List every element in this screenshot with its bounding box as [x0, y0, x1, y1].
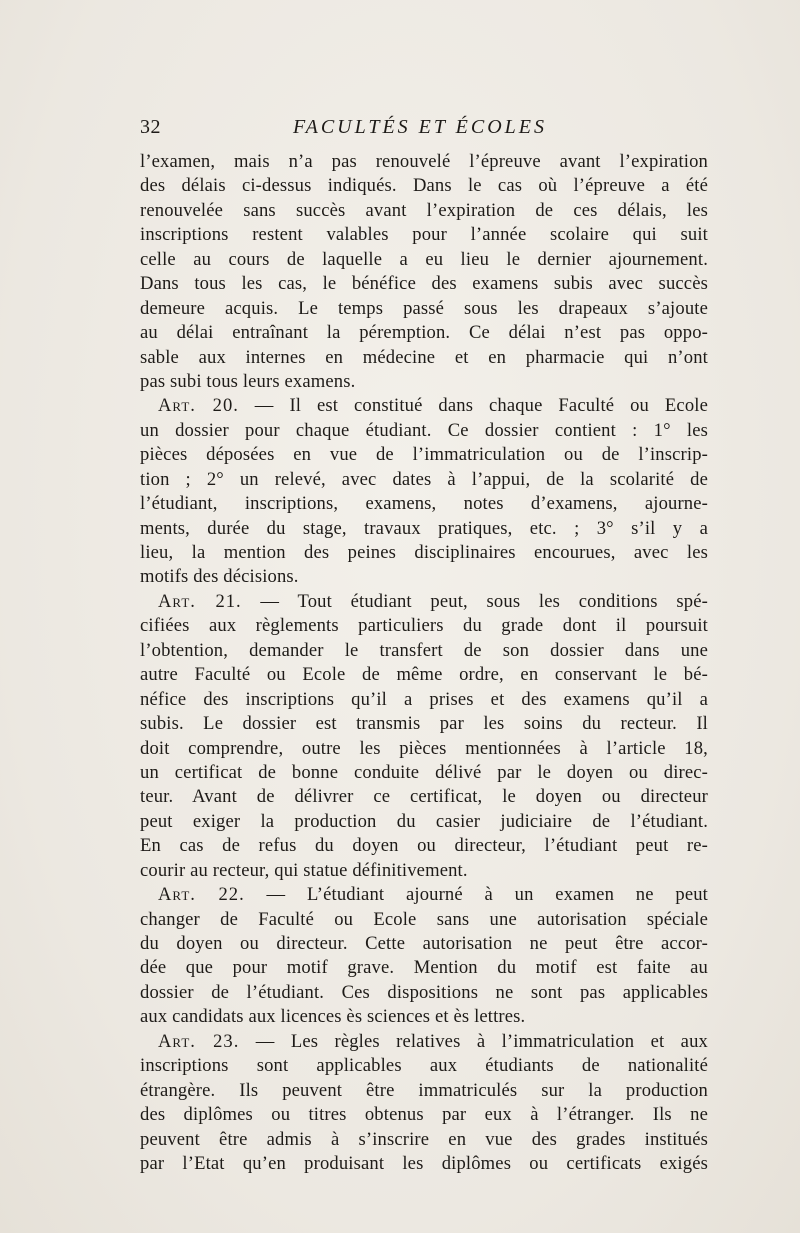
line-text: étrangère. Ils peuvent être immatriculés sur la production — [140, 1079, 708, 1101]
line-text: dée que pour motif grave. Mention du motif est faite au — [140, 957, 708, 979]
line-text: dossier de l’étudiant. Ces dispositions ne sont pas applicables — [140, 981, 708, 1003]
text-line — [140, 248, 708, 272]
text-line — [140, 492, 708, 516]
article-first-line — [140, 394, 708, 418]
text-line — [140, 663, 708, 687]
text-line — [140, 272, 708, 296]
article-first-line — [140, 590, 708, 614]
text-line — [140, 199, 708, 223]
line-text: pièces déposées en vue de l’immatriculation ou de l’inscrip- — [140, 444, 708, 466]
line-text: inscriptions restent valables pour l’année scolaire qui suit — [140, 224, 708, 246]
line-text: — Les règles relatives à l’immatriculation et aux — [239, 1030, 708, 1052]
article-number: Art. 21. — [158, 590, 242, 612]
line-text: aux candidats aux licences ès sciences et ès lettres. — [140, 1006, 526, 1028]
text-line — [140, 932, 708, 956]
text-line — [140, 859, 708, 883]
text-line — [140, 737, 708, 761]
line-text: par l’Etat qu’en produisant les diplômes ou certificats exigés — [140, 1152, 708, 1174]
line-text: un dossier pour chaque étudiant. Ce dossier contient : 1° les — [140, 419, 708, 441]
line-text: autre Faculté ou Ecole de même ordre, en conservant le bé- — [140, 664, 708, 686]
line-text: des diplômes ou titres obtenus par eux à l’étranger. Ils ne — [140, 1104, 708, 1126]
article-number: Art. 20. — [158, 395, 239, 417]
text-line — [140, 541, 708, 565]
line-text: Dans tous les cas, le bénéfice des examens subis avec succès — [140, 273, 708, 295]
text-line — [140, 688, 708, 712]
line-text: peuvent être admis à s’inscrire en vue des grades institués — [140, 1128, 708, 1150]
line-text: l’obtention, demander le transfert de son dossier dans une — [140, 639, 708, 661]
text-line — [140, 223, 708, 247]
article-number: Art. 22. — [158, 884, 245, 906]
text-line — [140, 297, 708, 321]
line-text: sable aux internes en médecine et en pharmacie qui n’ont — [140, 346, 708, 368]
line-text: En cas de refus du doyen ou directeur, l’étudiant peut re- — [140, 835, 708, 857]
text-line — [140, 1079, 708, 1103]
line-text: l’étudiant, inscriptions, examens, notes d’examens, ajourne- — [140, 493, 708, 515]
text-line — [140, 370, 708, 394]
text-line — [140, 419, 708, 443]
line-text: l’examen, mais n’a pas renouvelé l’épreuve avant l’expiration — [140, 151, 708, 172]
line-text: — Il est constitué dans chaque Faculté ou Ecole — [238, 395, 708, 417]
text-line — [140, 1152, 708, 1176]
line-text: ments, durée du stage, travaux pratiques, etc. ; 3° s’il y a — [140, 517, 708, 539]
line-text: peut exiger la production du casier judiciaire de l’étudiant. — [140, 810, 708, 832]
line-text: subis. Le dossier est transmis par les soins du recteur. Il — [140, 713, 708, 735]
running-head: FACULTÉS ET ÉCOLES — [292, 116, 548, 138]
line-text: tion ; 2° un relevé, avec dates à l’appui, de la scolarité de — [140, 468, 708, 490]
page-header — [140, 116, 700, 140]
line-text: lieu, la mention des peines disciplinaires encourues, avec les — [140, 542, 708, 563]
text-line — [140, 981, 708, 1005]
line-text: renouvelée sans succès avant l’expiration de ces délais, les — [140, 199, 708, 221]
text-line — [140, 1128, 708, 1152]
article-first-line — [140, 883, 708, 907]
line-text: inscriptions sont applicables aux étudiants de nationalité — [140, 1055, 708, 1077]
page-number: 32 — [140, 116, 161, 138]
line-text: cifiées aux règlements particuliers du grade dont il poursuit — [140, 615, 708, 637]
line-text: un certificat de bonne conduite délivé par le doyen ou direc- — [140, 761, 708, 783]
line-text: — Tout étudiant peut, sous les conditions spé- — [241, 590, 708, 612]
text-line — [140, 785, 708, 809]
text-line — [140, 810, 708, 834]
text-line — [140, 346, 708, 370]
text-line — [140, 761, 708, 785]
line-text: motifs des décisions. — [140, 566, 299, 588]
line-text: néfice des inscriptions qu’il a prises et des examens qu’il a — [140, 688, 708, 710]
text-line — [140, 1005, 708, 1029]
text-line — [140, 834, 708, 858]
body-text — [140, 150, 708, 1176]
line-text: demeure acquis. Le temps passé sous les drapeaux s’ajoute — [140, 297, 708, 319]
text-line — [140, 956, 708, 980]
text-line — [140, 614, 708, 638]
line-text: changer de Faculté ou Ecole sans une autorisation spéciale — [140, 908, 708, 930]
text-line — [140, 468, 708, 492]
line-text: celle au cours de laquelle a eu lieu le dernier ajournement. — [140, 248, 708, 270]
text-line — [140, 908, 708, 932]
line-text: doit comprendre, outre les pièces mentionnées à l’article 18, — [140, 737, 708, 759]
text-line — [140, 1103, 708, 1127]
text-line — [140, 517, 708, 541]
line-text: du doyen ou directeur. Cette autorisation ne peut être accor- — [140, 933, 708, 954]
line-text: courir au recteur, qui statue définitivement. — [140, 859, 468, 881]
text-line — [140, 565, 708, 589]
line-text: — L’étudiant ajourné à un examen ne peut — [244, 884, 708, 906]
article-first-line — [140, 1030, 708, 1054]
text-line — [140, 639, 708, 663]
line-text: au délai entraînant la péremption. Ce délai n’est pas oppo- — [140, 322, 708, 344]
article-number: Art. 23. — [158, 1030, 240, 1052]
line-text: pas subi tous leurs examens. — [140, 370, 356, 392]
line-text: teur. Avant de délivrer ce certificat, le doyen ou directeur — [140, 786, 708, 808]
text-line — [140, 1054, 708, 1078]
text-line — [140, 712, 708, 736]
text-line — [140, 174, 708, 198]
text-line — [140, 150, 708, 174]
text-line — [140, 321, 708, 345]
line-text: des délais ci-dessus indiqués. Dans le cas où l’épreuve a été — [140, 175, 708, 197]
text-line — [140, 443, 708, 467]
